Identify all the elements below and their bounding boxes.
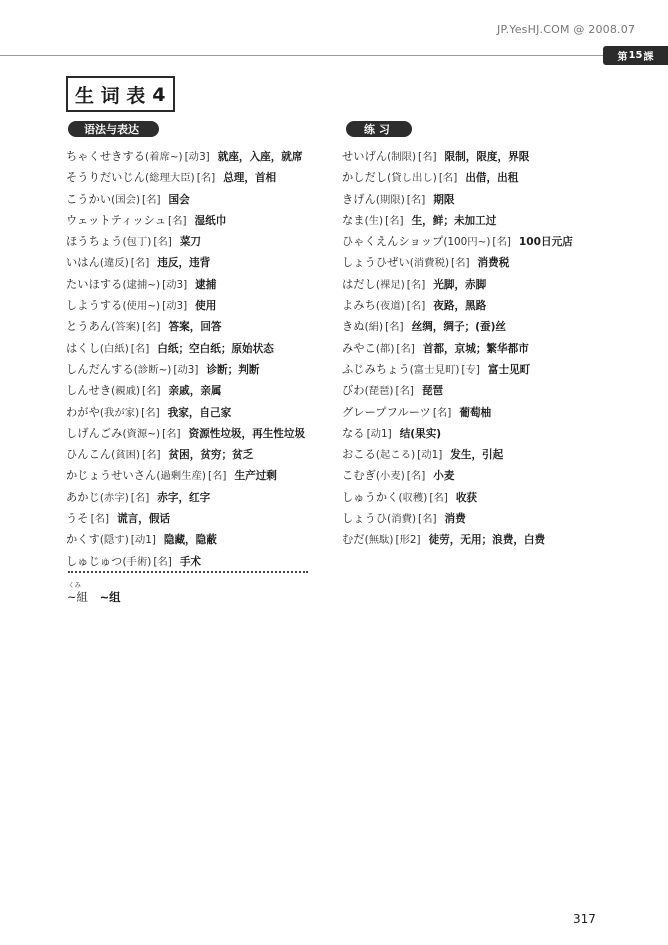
vocab-reading: あかじ <box>66 490 100 504</box>
vocab-meaning: 总理，首相 <box>223 172 277 185</box>
vocab-pos: [名] <box>207 470 227 483</box>
vocab-original: (起こる) <box>375 449 416 462</box>
vocab-pos: [名] <box>130 491 150 504</box>
vocab-list-exercise <box>342 146 632 551</box>
vocab-entry <box>342 338 632 359</box>
vocab-entry <box>66 529 338 550</box>
vocab-meaning: 答案，回答 <box>168 321 222 334</box>
vocab-meaning: 琵琶 <box>421 385 444 398</box>
vocab-reading: きげん <box>342 192 376 206</box>
vocab-original: (制限) <box>387 151 417 163</box>
vocab-meaning: 赤字，红字 <box>157 491 211 504</box>
vocab-meaning: 小麦 <box>433 470 455 483</box>
vocab-entry <box>66 487 338 508</box>
vocab-pos: [动3] <box>162 300 188 313</box>
vocab-original: (過剰生産) <box>156 470 206 483</box>
vocab-entry <box>342 210 632 231</box>
vocab-pos: [名] <box>168 214 187 227</box>
vocab-entry <box>66 210 338 231</box>
page-title-number: 4 <box>152 83 166 106</box>
vocab-original: (夜道) <box>375 300 405 313</box>
vocab-reading: かしだし <box>342 171 388 185</box>
vocab-entry <box>342 487 632 508</box>
vocab-pos: [名] <box>406 470 426 483</box>
vocab-meaning: 光脚，赤脚 <box>433 278 487 291</box>
vocab-reading: かくす <box>66 533 100 547</box>
vocab-pos: [名] <box>451 257 470 270</box>
vocab-entry <box>342 316 632 337</box>
vocab-entry <box>66 551 338 572</box>
vocab-reading: しょうひ <box>342 512 388 526</box>
vocab-original: (白紙) <box>99 342 129 355</box>
vocab-original: (我が家) <box>99 406 140 419</box>
vocab-reading: ひゃくえんショップ <box>342 235 444 249</box>
vocab-meaning: 菜刀 <box>179 236 202 249</box>
vocab-reading: なる <box>342 426 365 440</box>
vocab-entry <box>342 359 632 380</box>
vocab-pos: [名] <box>492 236 511 249</box>
vocab-pos: [名] <box>418 151 437 163</box>
vocab-entry <box>342 189 632 210</box>
vocab-reading: しんだんする <box>66 362 134 376</box>
vocab-meaning: 限制，限度，界限 <box>444 151 530 163</box>
vocab-original: (逮捕~) <box>122 278 161 291</box>
vocab-pos: [名] <box>196 172 216 185</box>
vocab-pos: [名] <box>396 342 415 355</box>
vocab-reading: たいほする <box>66 277 123 291</box>
vocab-pos: [名] <box>406 300 426 313</box>
page-title <box>66 76 175 112</box>
vocab-meaning: 葡萄柚 <box>459 406 492 419</box>
vocab-original: (違反) <box>99 257 129 270</box>
vocab-entry <box>342 231 632 252</box>
vocab-pos: [名] <box>432 406 452 419</box>
vocab-original: (100円~) <box>443 236 491 249</box>
vocab-entry <box>66 402 338 423</box>
vocab-entry <box>66 189 338 210</box>
vocab-pos: [名] <box>142 193 161 206</box>
vocab-original: (琵琶) <box>364 385 394 398</box>
vocab-reading: とうあん <box>66 320 112 334</box>
vocab-reading: よみち <box>342 299 376 313</box>
vocab-entry <box>66 316 338 337</box>
suffix-meaning: ~组 <box>99 590 121 604</box>
vocab-pos: [名] <box>395 385 414 398</box>
vocab-meaning: 我家，自己家 <box>167 406 232 419</box>
vocab-entry <box>342 274 632 295</box>
vocab-meaning: 手术 <box>179 555 202 568</box>
vocab-reading: そうりだいじん <box>66 171 146 185</box>
vocab-meaning: 隐藏，隐蔽 <box>163 534 217 547</box>
vocab-meaning: 丝绸，绸子；(蚕)丝 <box>411 321 507 334</box>
vocab-reading: ちゃくせきする <box>66 150 146 163</box>
suffix-ruby: くみ <box>68 581 81 589</box>
vocab-reading: いはん <box>66 256 100 270</box>
vocab-entry <box>342 146 632 167</box>
vocab-original: (期限) <box>375 193 405 206</box>
vocab-original: (包丁) <box>122 236 152 249</box>
vocab-meaning: 消费 <box>444 513 466 526</box>
suffix-term: ~組 <box>67 590 88 604</box>
vocab-meaning: 谎言，假话 <box>117 513 171 526</box>
dotted-divider <box>68 571 308 573</box>
vocab-meaning: 消费税 <box>477 257 510 270</box>
vocab-original: (総理大臣) <box>145 172 195 185</box>
vocab-meaning: 使用 <box>195 300 217 313</box>
vocab-original: (貧困) <box>111 449 141 462</box>
vocab-pos: [名] <box>142 449 161 462</box>
vocab-original: (資源~) <box>122 427 161 440</box>
vocab-original: (小麦) <box>375 470 405 483</box>
vocab-reading: うそ <box>66 512 89 526</box>
vocab-meaning: 违反，违背 <box>157 257 211 270</box>
lesson-tab-prefix: 第 <box>617 52 628 63</box>
vocab-original: (消費) <box>387 513 417 526</box>
vocab-reading: ほうちょう <box>66 235 123 249</box>
vocab-original: (富士見町) <box>409 363 460 376</box>
vocab-meaning: 徒劳，无用；浪费，白费 <box>428 534 546 547</box>
vocab-pos: [名] <box>90 513 110 526</box>
vocab-entry <box>342 167 632 188</box>
lesson-tab-suffix: 課 <box>643 52 654 63</box>
vocab-entry <box>66 465 338 486</box>
vocab-reading: こうかい <box>66 192 112 206</box>
vocab-reading: はくし <box>66 341 100 355</box>
lesson-tab-number: 15 <box>628 50 643 61</box>
vocab-pos: [名] <box>142 321 161 334</box>
vocab-pos: [名] <box>142 385 161 398</box>
vocab-pos: [动1] <box>417 449 443 462</box>
vocab-meaning: 期限 <box>433 193 455 206</box>
vocab-original: (絹) <box>364 321 384 334</box>
vocab-pos: [动3] <box>162 278 188 291</box>
vocab-reading: わがや <box>66 405 100 419</box>
vocab-original: (消費税) <box>409 257 450 270</box>
vocab-reading: はだし <box>342 277 376 291</box>
vocab-reading: しゅうかく <box>342 490 399 504</box>
vocab-list-grammar <box>66 146 338 572</box>
vocab-meaning: 诊断；判断 <box>206 363 260 376</box>
vocab-entry <box>342 465 632 486</box>
section-heading-grammar: 语法与表达 <box>68 121 159 137</box>
vocab-entry <box>66 508 338 529</box>
vocab-reading: しょうひぜい <box>342 256 410 270</box>
vocab-meaning: 生产过剩 <box>234 470 277 483</box>
vocab-pos: [动3] <box>184 151 210 163</box>
vocab-original: (答案) <box>111 321 141 334</box>
vocab-pos: [名] <box>162 427 181 440</box>
vocab-original: (使用~) <box>122 300 161 313</box>
vocab-entry <box>342 423 632 444</box>
vocab-pos: [动3] <box>173 363 199 376</box>
vocab-entry <box>66 274 338 295</box>
vocab-pos: [名] <box>130 342 150 355</box>
vocab-original: (赤字) <box>99 491 129 504</box>
vocab-meaning: 国会 <box>168 193 190 206</box>
vocab-pos: [名] <box>385 214 404 227</box>
vocab-pos: [动1] <box>366 427 392 440</box>
vocab-meaning: 首都，京城；繁华都市 <box>422 342 529 355</box>
vocab-entry <box>342 295 632 316</box>
vocab-entry <box>342 252 632 273</box>
vocab-original: (貸し出し) <box>387 172 437 185</box>
vocab-meaning: 生，鲜；未加工过 <box>411 214 497 227</box>
vocab-meaning: 湿纸巾 <box>194 214 227 227</box>
vocab-reading: こむぎ <box>342 469 376 483</box>
vocab-meaning: 出借，出租 <box>465 172 519 185</box>
vocab-reading: おこる <box>342 448 376 462</box>
lesson-tab <box>603 46 668 65</box>
vocab-meaning: 就座，入座，就席 <box>217 151 303 163</box>
vocab-pos: [名] <box>406 193 426 206</box>
page-number: 317 <box>573 912 596 926</box>
vocab-original: (収穫) <box>398 491 428 504</box>
vocab-original: (裸足) <box>375 278 405 291</box>
header-rule <box>0 55 603 56</box>
vocab-meaning: 逮捕 <box>195 278 217 291</box>
vocab-pos: [名] <box>130 257 150 270</box>
vocab-entry <box>66 231 338 252</box>
vocab-reading: むだ <box>342 533 365 547</box>
vocab-pos: [名] <box>429 491 448 504</box>
suffix-term-wrap <box>67 581 88 605</box>
vocab-meaning: 亲戚，亲属 <box>168 385 222 398</box>
vocab-original: (隠す) <box>99 534 129 547</box>
vocab-entry <box>66 295 338 316</box>
vocab-pos: [动1] <box>130 534 156 547</box>
vocab-reading: ウェットティッシュ <box>66 213 167 227</box>
vocab-original: (国会) <box>111 193 141 206</box>
vocab-reading: ふじみちょう <box>342 362 410 376</box>
vocab-meaning: 100日元店 <box>518 236 573 249</box>
vocab-meaning: 收获 <box>455 491 478 504</box>
vocab-original: (着席~) <box>145 151 183 163</box>
vocab-meaning: 资源性垃圾，再生性垃圾 <box>188 427 306 440</box>
vocab-reading: ひんこん <box>66 448 112 462</box>
vocab-meaning: 贫困，贫穷；贫乏 <box>168 449 254 462</box>
vocab-reading: みやこ <box>342 341 376 355</box>
vocab-reading: きぬ <box>342 320 365 334</box>
vocab-entry <box>342 444 632 465</box>
suffix-entry <box>67 581 121 605</box>
section-heading-exercise: 练 习 <box>346 121 412 137</box>
watermark: JP.YesHJ.COM @ 2008.07 <box>497 23 636 36</box>
vocab-entry <box>342 529 632 550</box>
vocab-entry <box>66 146 338 167</box>
vocab-pos: [名] <box>385 321 404 334</box>
vocab-reading: しゅじゅつ <box>66 554 123 568</box>
vocab-original: (生) <box>364 214 384 227</box>
vocab-pos: [名] <box>141 406 160 419</box>
vocab-pos: [专] <box>461 363 480 376</box>
vocab-original: (診断~) <box>133 363 172 376</box>
vocab-original: (無駄) <box>364 534 394 547</box>
vocab-reading: しんせき <box>66 384 112 398</box>
vocab-meaning: 夜路，黑路 <box>433 300 487 313</box>
page-title-text: 生 词 表 <box>75 85 146 107</box>
vocab-meaning: 白纸；空白纸；原始状态 <box>157 342 274 355</box>
vocab-pos: [名] <box>153 555 172 568</box>
vocab-meaning: 富士见町 <box>487 363 531 376</box>
vocab-entry <box>342 508 632 529</box>
vocab-original: (手術) <box>122 555 152 568</box>
vocab-meaning: 结(果实) <box>399 427 442 440</box>
vocab-reading: びわ <box>342 384 365 398</box>
vocab-reading: グレープフルーツ <box>342 405 431 419</box>
vocab-original: (都) <box>375 342 395 355</box>
vocab-reading: しげんごみ <box>66 426 123 440</box>
vocab-reading: なま <box>342 213 365 227</box>
vocab-entry <box>66 423 338 444</box>
vocab-reading: せいげん <box>342 150 388 163</box>
vocab-pos: [形2] <box>395 534 421 547</box>
vocab-pos: [名] <box>406 278 426 291</box>
vocab-entry <box>66 167 338 188</box>
vocab-pos: [名] <box>438 172 458 185</box>
vocab-reading: しようする <box>66 299 123 313</box>
vocab-reading: かじょうせいさん <box>66 469 157 483</box>
vocab-entry <box>66 444 338 465</box>
vocab-pos: [名] <box>153 236 172 249</box>
vocab-pos: [名] <box>418 513 437 526</box>
vocab-entry <box>66 380 338 401</box>
vocab-meaning: 发生，引起 <box>450 449 504 462</box>
vocab-entry <box>66 252 338 273</box>
vocab-entry <box>342 402 632 423</box>
vocab-entry <box>66 338 338 359</box>
vocab-entry <box>66 359 338 380</box>
vocab-original: (親戚) <box>111 385 141 398</box>
vocab-entry <box>342 380 632 401</box>
